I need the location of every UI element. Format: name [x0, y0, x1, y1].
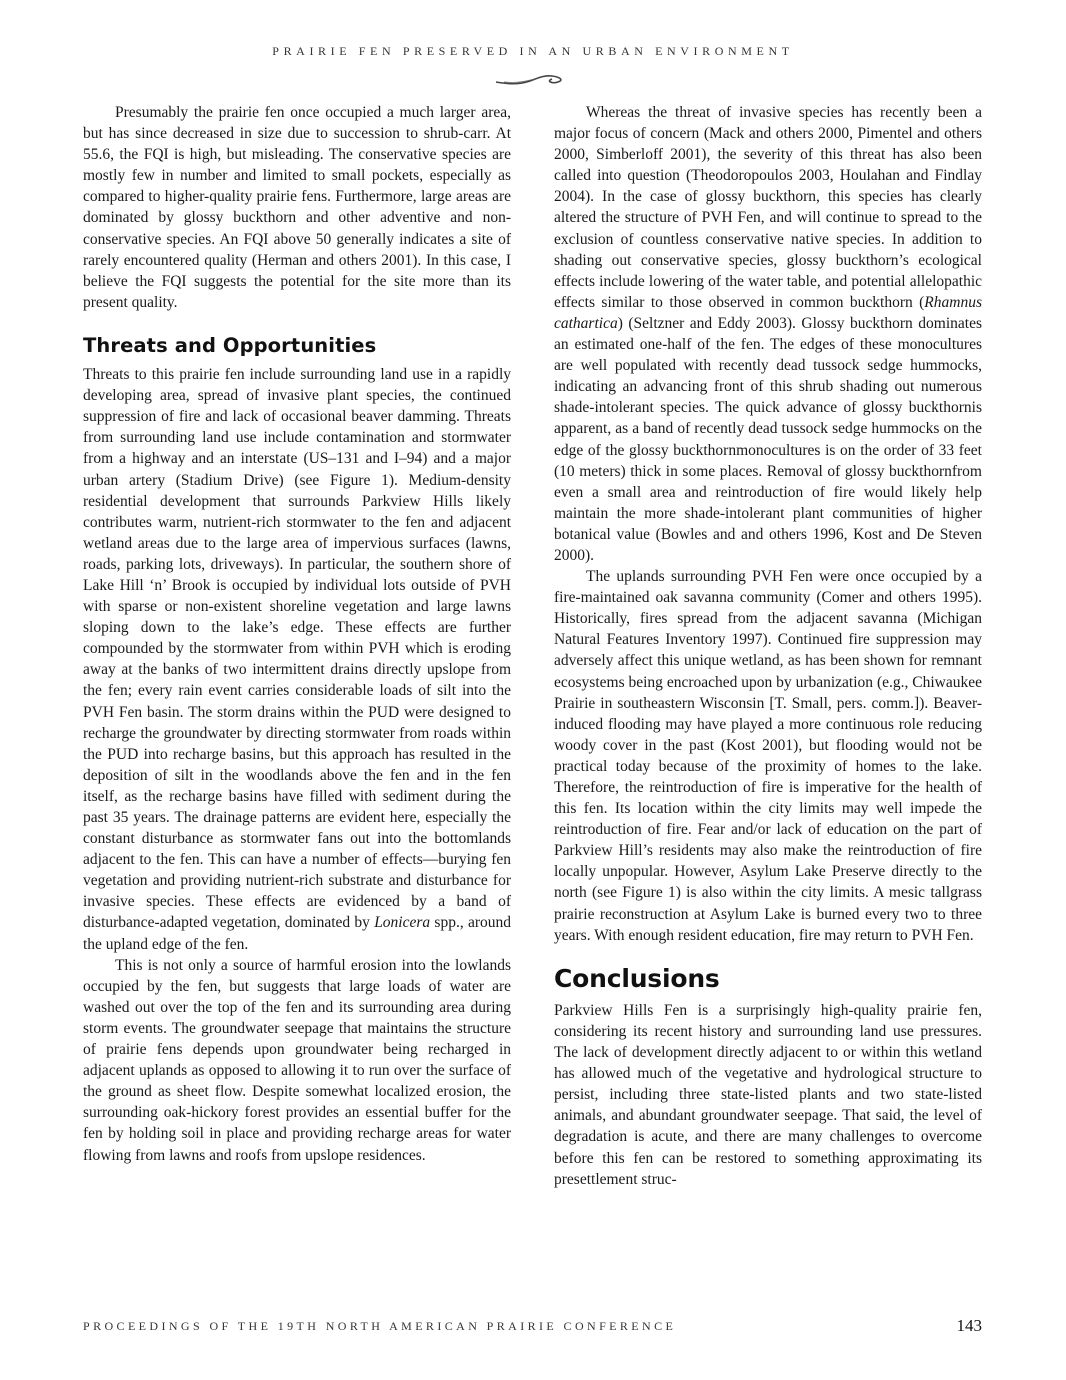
paragraph-fire: The uplands surrounding PVH Fen were once occupied by a fire-maintained oak savanna community (Comer and others 1995). Historically, fires spread from the adjacent savanna (Michigan Natural Features Inventory 1997). Continued fire suppression may adversely affect this unique wetland, as has been shown for remnant ecosystems being encroached upon by urbanization (e.g., Chiwaukee Prairie in southeastern Wisconsin [T. Small, pers. comm.]). Beaver-induced flooding may have played a more continuous role reducing woody cover in the past (Kost 2001), but flooding would not be practical today because of the proximity of homes to the lake. Therefore, the reintroduction of fire is imperative for the health of this fen. Its location within the city limits may well impede the reintroduction of fire. Fear and/or lack of education on the part of Parkview Hill’s residents may also make the reintroduction of fire locally unpopular. However, Asylum Lake Preserve directly to the north (see Figure 1) is also within the city limits. A mesic tallgrass prairie reconstruction at Asylum Lake is burned every two to three years. With enough resident education, fire may return to PVH Fen.: [554, 568, 982, 944]
italic-rhamnus: Rhamnus cathartica: [554, 293, 982, 332]
section-heading-conclusions: Conclusions: [554, 963, 720, 993]
paragraph-fqi: Presumably the prairie fen once occupied a much larger area, but has since decreased in size due to succession to shrub-carr. At 55.6, the FQI is high, but misleading. The conservative species are mostly few in number and limited to small pockets, especially as compared to higher-quality prairie fens. Furthermore, large areas are dominated by glossy buckthorn and other adventive and non-conservative species. An FQI above 50 generally indicates a site of rarely encountered quality (Herman and others 2001). In this case, I believe the FQI suggests the potential for the site more than its present quality.: [83, 104, 511, 311]
paragraph-invasive: Whereas the threat of invasive species has recently been a major focus of concern (Mack and others 2000, Pimentel and others 2000, Simberloff 2001), the severity of this threat has also been called into question (Theodoropoulos 2003, Houlahan and Findlay 2004). In the case of glossy buckthorn, this species has clearly altered the structure of PVH Fen, and will continue to spread to the exclusion of countless conservative native species. In addition to shading out conservative species, glossy buckthorn’s ecological effects include lowering of the water table, and potential allelopathic effects similar to those observed in common buckthorn (Rhamnus cathartica) (Seltzner and Eddy 2003). Glossy buckthorn dominates an estimated one-half of the fen. The edges of these monocultures are well populated with recently dead tussock sedge hummocks, indicating an advancing front of this shrub shading out numerous shade-intolerant species. The quick advance of glossy buckthornis apparent, as a band of recently dead tussock sedge hummocks on the edge of the glossy buckthornmonocultures is on the order of 33 feet (10 meters) thick in some places. Removal of glossy buckthornfrom even a small area and reintroduction of fire would likely help maintain the more shade-intolerant plant communities of higher botanical value (Bowles and and others 1996, Kost and De Steven 2000).: [554, 104, 982, 564]
paragraph-conclusions: Parkview Hills Fen is a surprisingly high-quality prairie fen, considering its recent history and surrounding land use pressures. The lack of development directly adjacent to or within this wetland has allowed much of the vegetative and hydrological structure to persist, including three state-listed plants and two state-listed animals, and abundant groundwater seepage. That said, the level of degradation is acute, and there are many challenges to overcome before this fen can be restored to something approximating its presettlement struc-: [554, 1001, 982, 1188]
paragraph-threats: Threats to this prairie fen include surrounding land use in a rapidly developing area, spread of invasive plant species, the continued suppression of fire and lack of occasional beaver damming. Threats from surrounding land use include contamination and stormwater from a highway and an interstate (US–131 and I–94) and a major urban artery (Stadium Drive) (see Figure 1). Medium-density residential development that surrounds Parkview Hills likely contributes warm, nutrient-rich stormwater to the fen and adjacent wetland areas due to the large area of impervious surfaces (lawns, roads, parking lots, driveways). In particular, the southern shore of Lake Hill ‘n’ Brook is occupied by individual lots outside of PVH with sparse or non-existent shoreline vegetation and large lawns sloping down to the lake’s edge. These effects are further compounded by the stormwater from within PVH which is eroding away at the banks of two intermittent drains directly upslope from the fen; every rain event carries considerable loads of silt into the PVH Fen basin. The storm drains within the PUD were designed to recharge the groundwater by directing stormwater from roads within the PUD into recharge basins, but this approach has resulted in the deposition of silt in the woodlands above the fen and in the fen itself, as the recharge basins have filled with sediment during the past 35 years. The drainage patterns are evident here, especially the constant disturbance as stormwater fans out into the bottomlands adjacent to the fen. This can have a number of effects—burying fen vegetation and providing nutrient-rich substrate and disturbance for invasive species. These effects are evidenced by a band of disturbance-adapted vegetation, dominated by Lonicera spp., around the upland edge of the fen.: [83, 366, 511, 953]
left-column: [83, 102, 511, 1166]
section-heading-threats: Threats and Opportunities: [83, 333, 377, 357]
page-number: 143: [956, 1316, 982, 1335]
right-column: [554, 102, 982, 1190]
italic-lonicera: Lonicera: [374, 914, 431, 932]
flourish-ornament-icon: [494, 73, 568, 87]
paragraph-erosion: This is not only a source of harmful erosion into the lowlands occupied by the fen, but suggests that large loads of water are washed out over the top of the fen and its surrounding area during storm events. The groundwater seepage that maintains the structure of prairie fens depends upon groundwater being recharged in adjacent uplands as opposed to allowing it to run over the surface of the ground as sheet flow. Despite somewhat localized erosion, the surrounding oak-hickory forest provides an essential buffer for the fen by holding soil in place and providing recharge areas for water flowing from lawns and roofs from upslope residences.: [83, 956, 511, 1164]
running-head: PRAIRIE FEN PRESERVED IN AN URBAN ENVIRONMENT: [272, 44, 794, 58]
footer-proceedings: PROCEEDINGS OF THE 19TH NORTH AMERICAN PRAIRIE CONFERENCE: [83, 1319, 677, 1333]
